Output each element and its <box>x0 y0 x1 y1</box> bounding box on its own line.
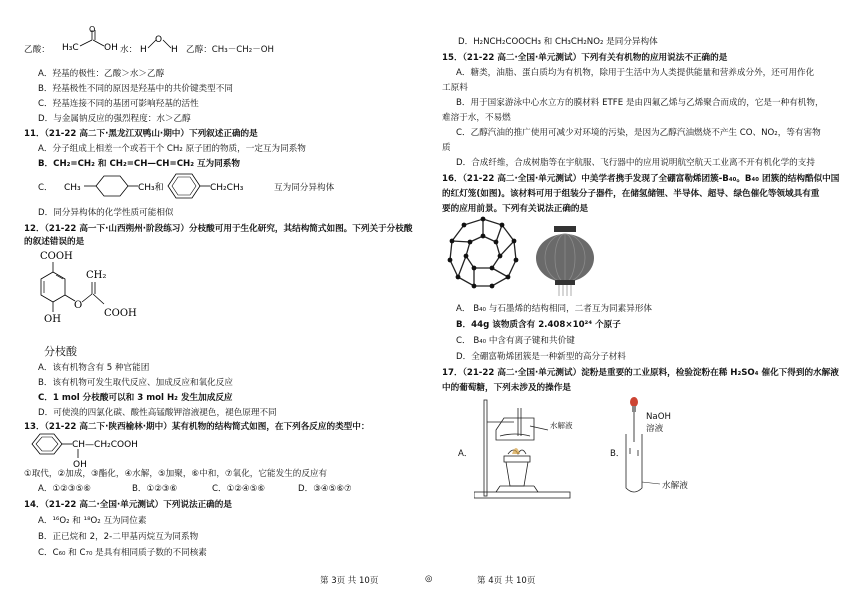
q13-reactions: ①取代，②加成，③酯化，④水解，⑤加聚，⑥中和，⑦氧化，它能发生的反应有 <box>24 469 328 479</box>
q15-line-3: B．用于国家游泳中心水立方的膜材料 ETFE 是由四氟乙烯与乙烯聚合而成的，它是一种有机物， <box>456 98 824 108</box>
q10-option-b: B．羟基极性不同的原因是羟基中的共价键类型不同 <box>38 84 233 94</box>
q16-stem-2: 的红灯笼(如图)。该材料可用于组装分子器件，在储氢储锂、半导体、超导、绿色催化等领域具有重 <box>442 189 820 199</box>
svg-text:O: O <box>74 300 83 311</box>
q15-stem: 15．（21-22 高二·全国·单元测试）下列有关有机物的应用说法不正确的是 <box>442 53 728 63</box>
q17-option-a: A． <box>458 449 473 459</box>
water-structure <box>138 30 188 60</box>
q12-option-c: C．1 mol 分枝酸可以和 3 mol H₂ 发生加成反应 <box>38 393 233 403</box>
q13-option-d: D．③④⑤⑥⑦ <box>298 484 352 494</box>
q10-option-d: D．与金属钠反应的强烈程度：水＞乙醇 <box>38 114 191 124</box>
q10-option-a: A．羟基的极性：乙酸＞水＞乙醇 <box>38 69 165 79</box>
svg-text:CH₂: CH₂ <box>86 270 107 281</box>
q13-structure <box>28 430 168 470</box>
q16-option-d: D．全硼富勒烯团簇是一种新型的高分子材料 <box>456 352 626 362</box>
q13-option-a: A．①②③⑤⑥ <box>38 484 91 494</box>
page-footer-right: 第 4页 共 10页 <box>477 576 536 586</box>
q16-stem-3: 要的应用前景。下列有关说法正确的是 <box>442 204 589 214</box>
q14-option-d: D．H₂NCH₂COOCH₃ 和 CH₃CH₂NO₂ 是同分异构体 <box>458 37 658 47</box>
q10-option-c: C．羟基连接不同的基团可影响羟基的活性 <box>38 99 199 109</box>
page-footer-left: 第 3页 共 10页 <box>320 576 379 586</box>
q16-option-c: C． B₄₀ 中含有离子键和共价键 <box>456 336 575 346</box>
red-lantern-figure <box>534 224 596 298</box>
q11-c-structures <box>64 170 284 206</box>
q14-stem: 14．（21-22 高二·全国·单元测试）下列说法正确的是 <box>24 500 232 510</box>
q11-option-a: A．分子组成上相差一个或若干个 CH₂ 原子团的物质，一定互为同系物 <box>38 144 306 154</box>
q12-stem: 12．（21-22 高一下·山西朔州·阶段练习）分枝酸可用于生化研究，其结构简式如图。下列关于分枝酸 <box>24 224 413 234</box>
svg-text:OH: OH <box>104 43 118 53</box>
q11-option-c: C． <box>38 183 53 193</box>
svg-text:H: H <box>140 45 147 55</box>
svg-text:O: O <box>89 26 96 34</box>
q17-a-label: 水解液 <box>550 421 573 430</box>
q15-line-2: 工原料 <box>442 83 468 93</box>
q15-line-6: 质 <box>442 143 451 153</box>
q11-option-b: B．CH₂=CH₂ 和 CH₂=CH—CH=CH₂ 互为同系物 <box>38 159 240 169</box>
q12-option-a: A．该有机物含有 5 种官能团 <box>38 363 150 373</box>
q11-stem: 11．（21-22 高二下·黑龙江双鸭山·期中）下列叙述正确的是 <box>24 129 258 139</box>
svg-text:O: O <box>155 35 163 45</box>
water-bath-apparatus <box>474 396 574 500</box>
naoh-solution-label: 溶液 <box>646 424 664 434</box>
q12-caption: 分枝酸 <box>44 345 77 358</box>
q12-option-b: B．该有机物可发生取代反应、加成反应和氧化反应 <box>38 378 233 388</box>
svg-text:OH: OH <box>73 460 87 470</box>
q12-stem-2: 的叙述错误的是 <box>24 237 85 247</box>
q17-option-b: B． <box>610 449 625 459</box>
svg-text:CH—CH₂COOH: CH—CH₂COOH <box>72 440 138 450</box>
svg-text:OH: OH <box>44 314 61 325</box>
svg-text:CH₃和: CH₃和 <box>138 183 164 193</box>
chorismic-acid-structure <box>28 248 178 338</box>
binding-mark: ◎ <box>425 574 433 584</box>
svg-text:CH₂CH₃: CH₂CH₃ <box>210 183 244 193</box>
q13-option-b: B．①②③⑥ <box>132 484 178 494</box>
q11-option-d: D．同分异构体的化学性质可能相似 <box>38 208 174 218</box>
ethanol-label: 乙醇：CH₃－CH₂－OH <box>186 45 275 55</box>
ethanoic-label: 乙酸： <box>24 45 50 55</box>
q14-option-b: B．正已烷和 2，2-二甲基丙烷互为同系物 <box>38 532 199 542</box>
q16-option-b: B．44g 该物质含有 2.408×10²⁴ 个原子 <box>456 320 621 330</box>
q11-c-tail: 互为同分异构体 <box>274 183 335 193</box>
q13-option-c: C．①②④⑤⑥ <box>212 484 266 494</box>
q17-b-label: 水解液 <box>662 481 688 491</box>
naoh-label: NaOH <box>646 412 671 422</box>
q15-line-5: C．乙醇汽油的推广使用可减少对环境的污染，是因为乙醇汽油燃烧不产生 CO、NO₂，等有害物 <box>456 128 821 138</box>
q15-line-7: D．合成纤维，合成树脂等在宇航服、飞行器中的应用说明航空航天工业离不开有机化学的支持 <box>456 158 815 168</box>
svg-text:COOH: COOH <box>104 308 137 319</box>
q16-stem: 16．（21-22 高二·全国·单元测试）中美学者携手发现了全硼富勒烯团簇-B₄₀。B₄₀ 团簇的结构酷似中国 <box>442 174 840 184</box>
q14-option-a: A．¹⁶O₂ 和 ¹⁸O₂ 互为同位素 <box>38 516 147 526</box>
q15-line-1: A．糖类，油脂、蛋白质均为有机物，除用于生活中为人类提供能量和营养成分外，还可用作化 <box>456 68 815 78</box>
b40-cluster-figure <box>444 214 522 292</box>
q17-stem-2: 中的葡萄糖，下列未涉及的操作是 <box>442 383 571 393</box>
svg-text:H: H <box>171 45 178 55</box>
svg-text:CH₃: CH₃ <box>64 183 81 193</box>
q12-option-d: D．可使溴的四氯化碳、酸性高锰酸钾溶液褪色，褪色原理不同 <box>38 408 277 418</box>
water-label: 水： <box>120 45 138 55</box>
q16-option-a: A． B₄₀ 与石墨烯的结构相同，二者互为同素异形体 <box>456 304 653 314</box>
svg-text:COOH: COOH <box>40 251 73 262</box>
svg-text:H₃C: H₃C <box>62 43 79 53</box>
q17-stem: 17．（21-22 高二·全国·单元测试）淀粉是重要的工业原料，检验淀粉在稀 H₂SO₄ 催化下得到的水解液 <box>442 368 839 378</box>
q14-option-c: C．C₆₀ 和 C₇₀ 是具有相同质子数的不同核素 <box>38 548 207 558</box>
q13-stem: 13．（21-22 高二下·陕西榆林·期中）某有机物的结构简式如图，在下列各反应的类型中： <box>24 422 370 432</box>
q15-line-4: 难溶于水，不易燃 <box>442 113 511 123</box>
